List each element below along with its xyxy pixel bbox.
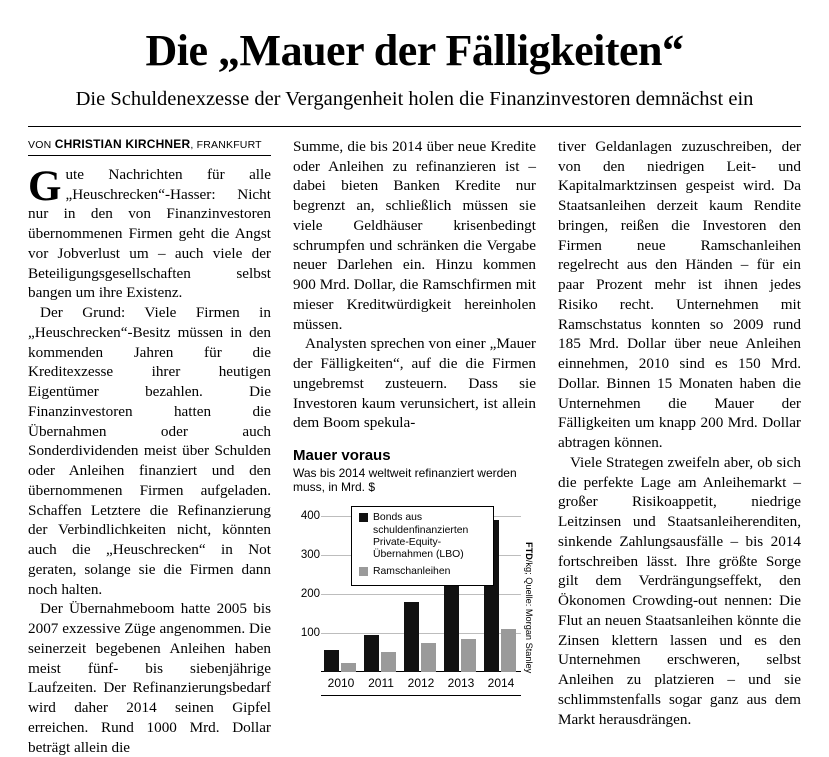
paragraph-5: Analysten sprechen von einer „Mauer der Fälligkeiten“, auf die die Firmen ungebremst zusteuern. Dass sie Investoren kaum verunsichert, ist allein dem Boom spekula- <box>293 335 536 432</box>
chart-source <box>522 542 536 674</box>
paragraph-2: Der Grund: Viele Firmen in „Heuschrecken“-Besitz müssen in den kommenden Jahren für die Kreditexzesse ihrer heutigen Eigentümer bezahlen. Die Finanzinvestoren hatten die Übernahmen oder auch Sonderdividenden meist über Schulden oder Anleihen finanziert und den übernommenen Firmen aufgeladen. Schaffen Letztere die Refinanzierung der Verbindlichkeiten nicht, könnten auch die „Heuschrecken“ in Not geraten, solange sie die Firmen dann noch halten. <box>28 304 271 598</box>
x-label-2014: 2014 <box>487 676 515 691</box>
bar-ramsch-2011 <box>381 652 396 672</box>
y-tick-100: 100 <box>300 627 320 640</box>
byline <box>28 137 271 151</box>
byline-location: , FRANKFURT <box>190 138 262 151</box>
byline-author: CHRISTIAN KIRCHNER <box>54 136 191 151</box>
paragraph-6: tiver Geldanlagen zuzuschreiben, der von den niedrigen Leit- und Kapitalmarktzinsen gespeist wird. Da Staatsanleihen derzeit kaum Rendite bringen, reißen die Investoren den Firmen neue Ramschanleihen regelrecht aus den Händen – für ein paar Prozent mehr ist ihnen jedes Risiko recht. Unternehmen mit Ramschstatus konnten so 2009 rund 185 Mrd. Dollar über neue Anleihen einnehmen, 2010 sind es 150 Mrd. Dollar. Binnen 15 Monaten haben die Unternehmen die Mauer der Fälligkeiten um knapp 200 Mrd. Dollar abtragen können. <box>558 137 801 451</box>
x-label-2011: 2011 <box>368 676 394 691</box>
legend-swatch-ramsch <box>359 567 368 576</box>
paragraph-1 <box>28 162 271 303</box>
column-2 <box>293 137 536 757</box>
paragraph-1-text: ute Nachrichten für alle „Heuschrecken“-Hasser: Nicht nur in den von Finanzinvestoren übernommenen Firmen geht die Angst vor Jobverlust um – auch viele der Beteiligungsgesellschaften selbst bangen um ihre Existenz. <box>28 165 271 302</box>
bar-lbo-2010 <box>324 650 339 672</box>
byline-prefix: VON <box>28 138 52 151</box>
paragraph-4: Summe, die bis 2014 über neue Kredite oder Anleihen zu refinanzieren ist – dabei bieten Banken Kredite nur begrenzt an, schließlich müssen sie viele Geldhäuser krisenbedingt schrumpfen und schränken die Vergabe neuer Darlehen ein. Hinzu kommen 900 Mrd. Dollar, die Ramschfirmen mit mieser Kreditwürdigkeit hereinholen müssen. <box>293 137 536 333</box>
legend-label-lbo: Bonds aus schuldenfinanzierten Private-Equity-Übernahmen (LBO) <box>373 512 469 561</box>
subheadline: Die Schuldenexzesse der Vergangenheit holen die Finanzinvestoren demnächst ein <box>75 88 754 111</box>
y-tick-400: 400 <box>300 510 320 523</box>
byline-divider <box>28 155 271 156</box>
column-1 <box>28 137 271 757</box>
chart-title: Mauer voraus <box>293 447 391 464</box>
chart-source-prefix: FTD <box>524 542 534 561</box>
bar-ramsch-2010 <box>341 663 356 672</box>
y-tick-300: 300 <box>300 549 320 562</box>
legend-item-lbo <box>359 512 486 561</box>
y-tick-200: 200 <box>300 588 320 601</box>
x-label-2013: 2013 <box>447 676 475 691</box>
article-columns <box>28 137 801 757</box>
page-title: Die „Mauer der Fälligkeiten“ <box>145 26 684 75</box>
column-3 <box>558 137 801 757</box>
chart-x-axis <box>321 673 521 696</box>
bar-ramsch-2013 <box>461 639 476 672</box>
chart-source-text: /kg; Quelle: Morgan Stanley <box>524 560 534 674</box>
bar-chart <box>293 500 536 705</box>
chart-block <box>293 447 536 705</box>
x-label-2012: 2012 <box>407 676 435 691</box>
bar-ramsch-2014 <box>501 629 516 672</box>
bar-lbo-2012 <box>404 602 419 672</box>
drop-cap: G <box>28 162 62 210</box>
header-divider <box>28 126 801 127</box>
bar-ramsch-2012 <box>421 643 436 672</box>
paragraph-3: Der Übernahmeboom hatte 2005 bis 2007 exzessive Züge angenommen. Die seinerzeit begebenen Anleihen haben meist fünf- bis siebenjährige Laufzeiten. Der Refinanzierungsbedarf wird daher 2014 seinen Gipfel erreichen. Rund 1000 Mrd. Dollar beträgt allein die <box>28 600 271 756</box>
legend-swatch-lbo <box>359 513 368 522</box>
legend-item-ramsch <box>359 566 486 578</box>
paragraph-7: Viele Strategen zweifeln aber, ob sich die perfekte Lage am Anleihemarkt – großer Risikoappetit, niedrige Leitzinsen und Staatsanleiherenditen, sinkende Zahlungsausfälle – bis 2014 fortschreiben lässt. Ihre größte Sorge gilt dem Verdrängungseffekt, den Ökonomen Crowding-out nennen: Die Flut an neuen Staatsanleihen könnte die Zinsen klettern lassen und es den Unternehmen erschweren, selbst Anleihen zu platzieren – und sie schlimmstenfalls sogar ganz aus dem Markt herausdrängen. <box>558 453 801 728</box>
bar-lbo-2011 <box>364 635 379 672</box>
chart-subtitle: Was bis 2014 weltweit refinanziert werden muss, in Mrd. $ <box>293 466 517 495</box>
legend-label-ramsch: Ramschanleihen <box>373 566 451 578</box>
chart-legend <box>351 506 494 585</box>
x-label-2010: 2010 <box>327 676 355 691</box>
